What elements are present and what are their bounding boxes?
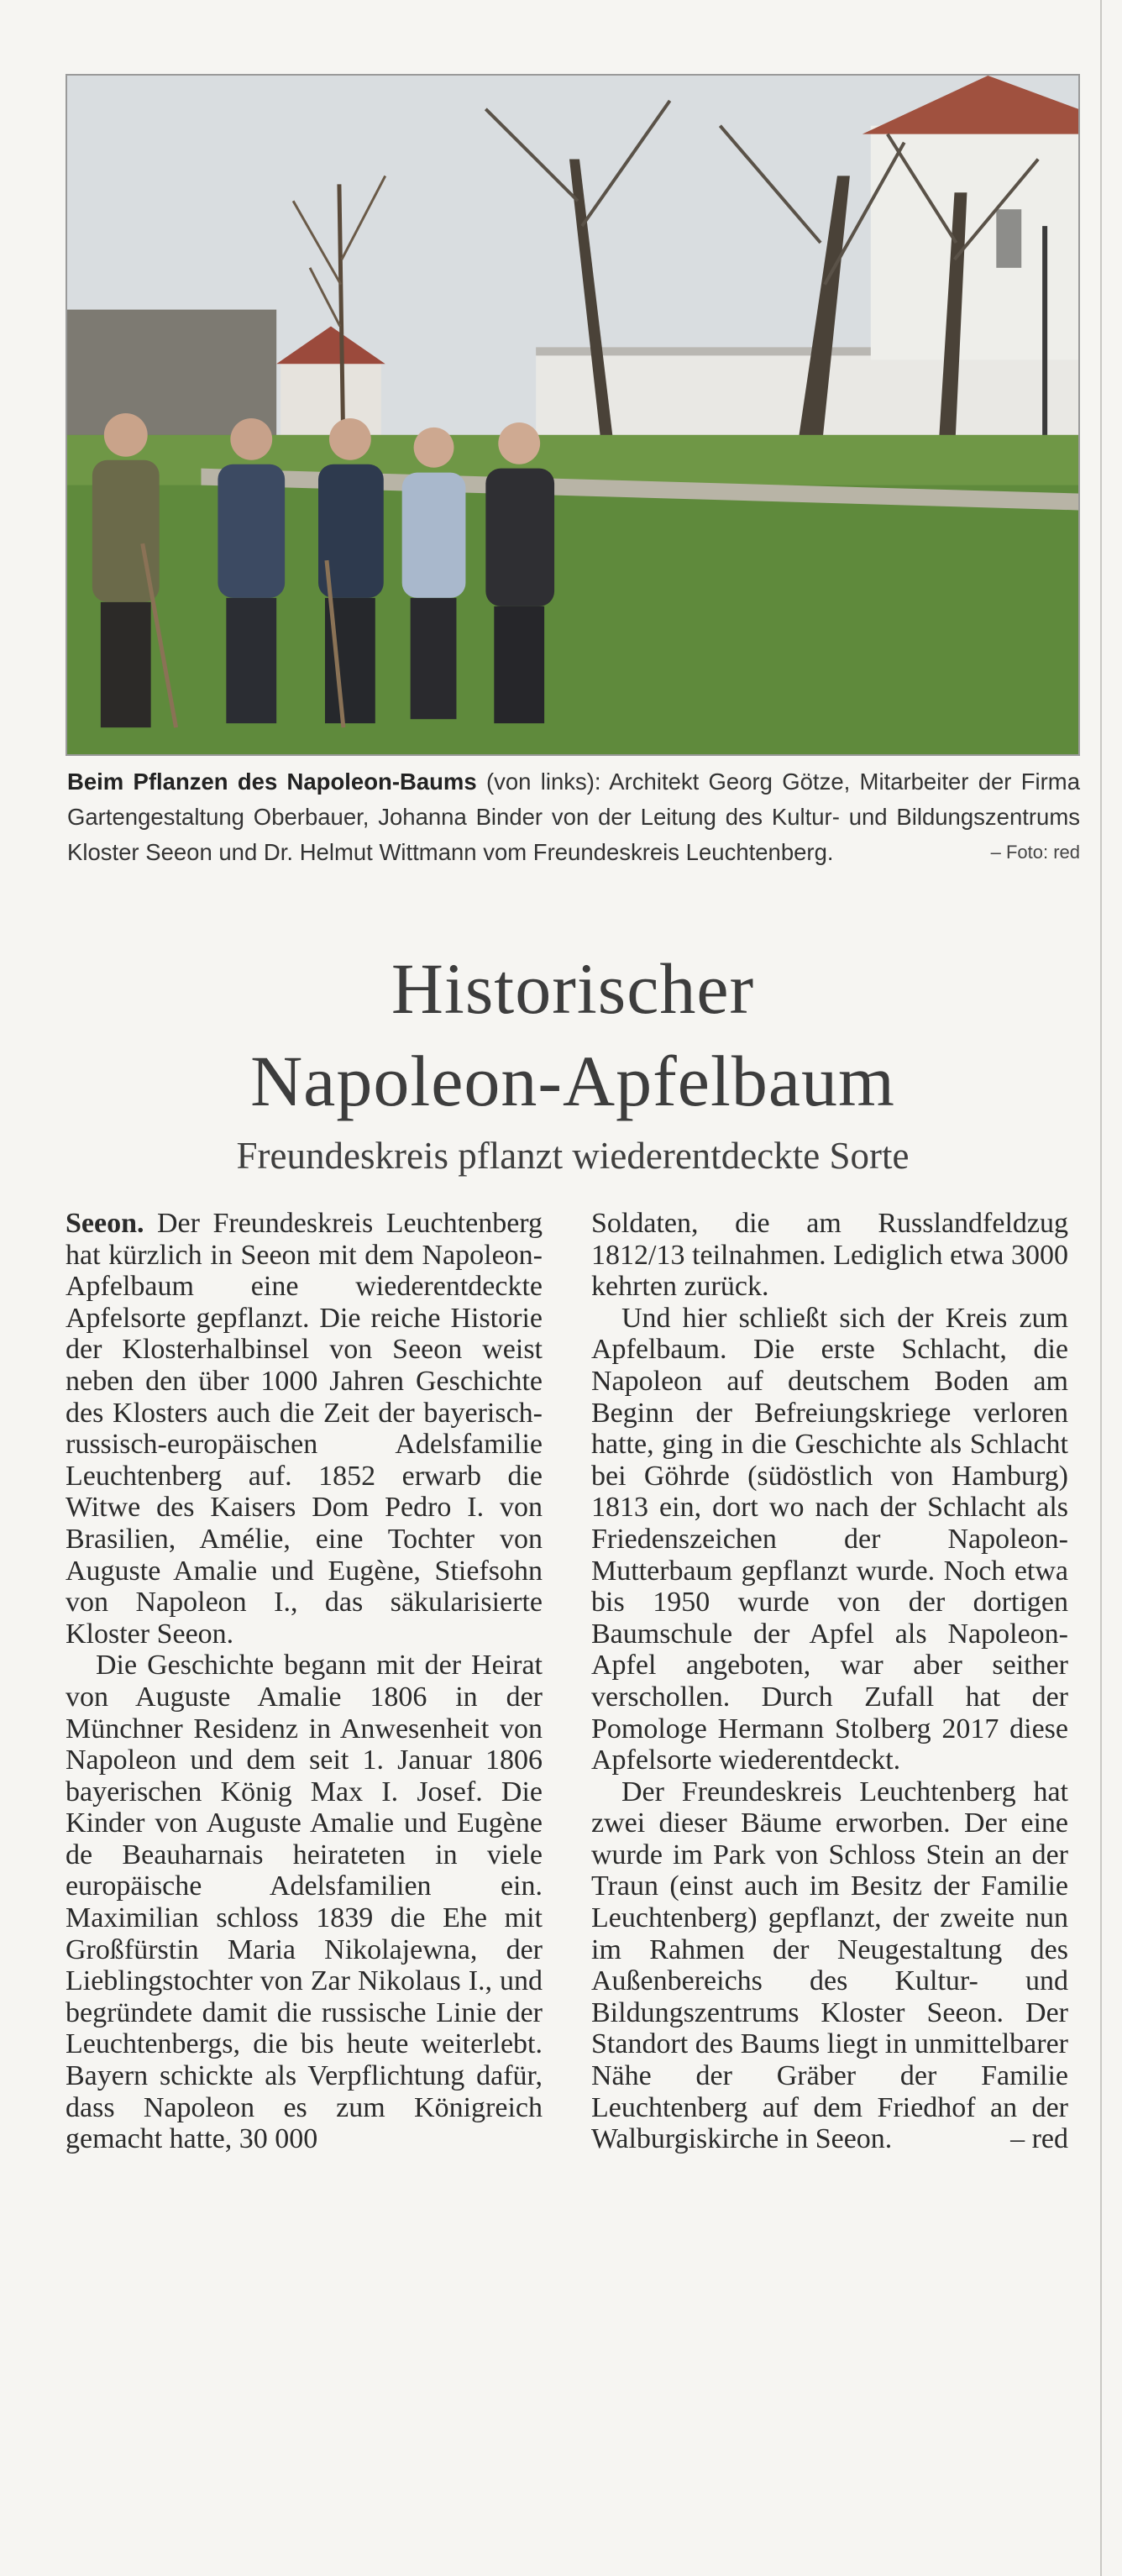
caption-text: (von links): Architekt Georg Götze, Mitarbeiter der Firma Gartengestaltung Oberbauer, Johanna Binder von der Leitung des Kultur- und Bildungszentrums Kloster Seeon und Dr. Helmut Wittmann vom Freundeskreis Leuchtenberg. [67, 769, 1080, 865]
headline-line-2: Napoleon-Apfelbaum [250, 1041, 895, 1121]
author-signature: – red [1010, 2123, 1068, 2155]
headline-line-1: Historischer [391, 948, 755, 1029]
photo-illustration [67, 76, 1078, 754]
photo-credit: – Foto: red [990, 842, 1080, 863]
photo-caption [67, 764, 1080, 870]
article-paragraph-5 [591, 1776, 1068, 2155]
subheadline: Freundeskreis pflanzt wiederentdeckte Sorte [236, 1135, 910, 1177]
article-paragraph-1 [66, 1208, 543, 1650]
headline [66, 942, 1080, 1127]
article-photo [66, 74, 1080, 756]
caption-lead: Beim Pflanzen des Napoleon-Baums [67, 769, 477, 795]
article-paragraph-2: Die Geschichte begann mit der Heirat von Auguste Amalie 1806 in der Münchner Residenz in Anwesenheit von Napoleon und dem seit 1. Januar 1806 bayerischen König Max I. Josef. Die Kinder von Auguste Amalie und Eugène de Beauharnais heirateten in viele europäische Adelsfamilien ein. Maximilian schloss 1839 die Ehe mit Großfürstin Maria Nikolajewna, der Lieblingstochter von Zar Nikolaus I., und begründete damit die russische Linie der Leuchtenbergs, die bis heute weiterlebt. Bayern schickte als Verpflichtung dafür, dass Napoleon es zum Königreich gemacht hatte, 30 000 [66, 1650, 543, 2155]
dateline: Seeon. [66, 1208, 144, 1239]
article-column-right [591, 1208, 1068, 2155]
article-column-left [66, 1208, 543, 2155]
paragraph-5-text: Der Freundeskreis Leuchtenberg hat zwei dieser Bäume erworben. Der eine wurde im Park von Schloss Stein an der Traun (einst auch im Besitz der Familie Leuchtenberg) gepflanzt, der zweite nun im Rahmen der Neugestaltung des Außenbereichs des Kultur- und Bildungszentrums Kloster Seeon. Der Standort des Baums liegt in unmittelbarer Nähe der Gräber der Familie Leuchtenberg auf dem Friedhof an der Walburgiskirche in Seeon. [591, 1776, 1068, 2155]
column-rule [1100, 0, 1102, 2576]
article-paragraph-3: Soldaten, die am Russlandfeldzug 1812/13 teilnahmen. Lediglich etwa 3000 kehrten zurück. [591, 1208, 1068, 1303]
article-paragraph-4: Und hier schließt sich der Kreis zum Apfelbaum. Die erste Schlacht, die Napoleon auf deutschem Boden am Beginn der Befreiungskriege verloren hatte, ging in die Geschichte als Schlacht bei Göhrde (südöstlich von Hamburg) 1813 ein, dort wo nach der Schlacht als Friedenszeichen der Napoleon-Mutterbaum gepflanzt wurde. Noch etwa bis 1950 wurde von der dortigen Baumschule der Apfel als Napoleon-Apfel angeboten, war aber seither verschollen. Durch Zufall hat der Pomologe Hermann Stolberg 2017 diese Apfelsorte wiederentdeckt. [591, 1302, 1068, 1776]
paragraph-1-text: Der Freundeskreis Leuchtenberg hat kürzlich in Seeon mit dem Napoleon-Apfelbaum eine wiederentdeckte Apfelsorte gepflanzt. Die reiche Historie der Klosterhalbinsel von Seeon weist neben den über 1000 Jahren Geschichte des Klosters auch die Zeit der bayerisch-russisch-europäischen Adelsfamilie Leuchtenberg auf. 1852 erwarb die Witwe des Kaisers Dom Pedro I. von Brasilien, Amélie, eine Tochter von Auguste Amalie und Eugène, Stiefsohn von Napoleon I., das säkularisierte Kloster Seeon. [66, 1208, 543, 1650]
